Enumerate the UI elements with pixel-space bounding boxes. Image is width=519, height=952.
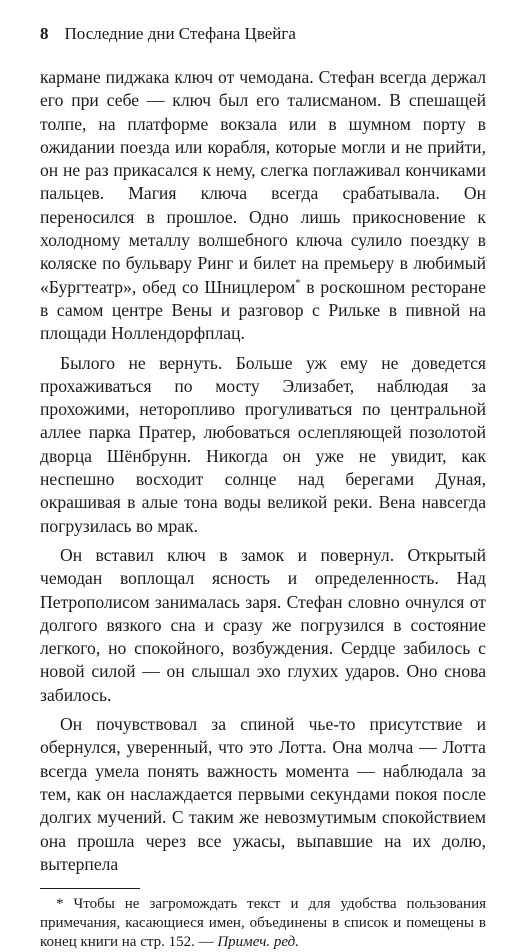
book-page <box>40 22 486 952</box>
paragraph-2: Былого не вернуть. Больше уж ему не доведется прохаживаться по мосту Элизабет, наблюдая за прохожими, неторопливо прогуливаться по центральной аллее парка Пратер, любоваться ослепляющей позолотой дворца Шёнбрунн. Никогда он уже не увидит, как неспешно восходит солнце над берегами Дуная, окрашивая в алые тона воды великой реки. Вена навсегда погрузилась во мрак. <box>40 352 486 536</box>
footnote-divider <box>40 888 140 889</box>
paragraph-1-text: кармане пиджака ключ от чемодана. Стефан всегда держал его при себе — ключ был его талисманом. В спешащей толпе, на платформе вокзала или в шумном порту в ожидании поезда или корабля, которые могли и не прийти, он не раз прикасался к нему, слегка поглаживал кончиками пальцев. Магия ключа всегда срабатывала. Он переносился в прошлое. Одно лишь прикосновение к холодному металлу волшебного ключа сулило поездку в коляске по бульвару Ринг и билет на премьеру в любимый «Бургтеатр», обед со Шницлером <box>40 67 486 297</box>
paragraph-1-continuation: в роскошном ресторане в самом центре Вены и разговор с Рильке в пивной на площади Ноллендорфплац. <box>40 276 486 344</box>
paragraph-1 <box>40 66 486 346</box>
running-title: Последние дни Стефана Цвейга <box>64 24 296 43</box>
running-head <box>40 22 486 46</box>
body-text <box>40 66 486 876</box>
footnote-reference: * <box>295 277 301 289</box>
footnote-marker: * <box>56 896 64 913</box>
footnote <box>40 895 486 952</box>
footnote-signature: Примеч. ред. <box>217 934 299 951</box>
page-number: 8 <box>40 24 49 43</box>
paragraph-4: Он почувствовал за спиной чье-то присутствие и обернулся, уверенный, что это Лотта. Она молча — Лотта всегда умела понять важность момента — наблюдала за тем, как он наслаждается первыми секундами покоя после долгих мучений. С таким же невозмутимым спокойствием она прошла через все ужасы, выпавшие на их долю, вытерпела <box>40 714 486 874</box>
footnote-text: Чтобы не загромождать текст и для удобства пользования примечания, касающиеся имен, объединены в список и помещены в конец книги на стр. 152. — <box>40 896 486 951</box>
paragraph-3: Он вставил ключ в замок и повернул. Открытый чемодан воплощал ясность и определенность. Над Петрополисом занималась заря. Стефан словно очнулся от долгого вязкого сна и сразу же погрузился в состояние легкого, но спокойного, возбуждения. Сердце забилось с новой силой — он слышал эхо глухих ударов. Оно снова забилось. <box>40 544 486 705</box>
